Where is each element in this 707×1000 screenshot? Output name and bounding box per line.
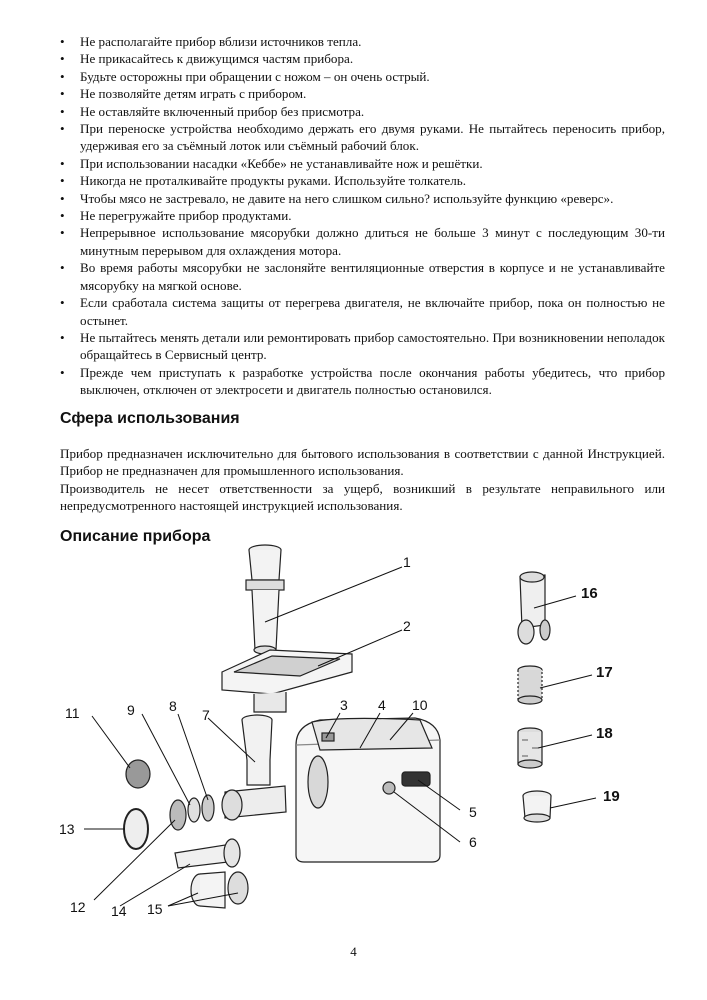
label-18: 18	[596, 725, 613, 742]
label-14: 14	[111, 903, 127, 919]
bullet-item: • Чтобы мясо не застревало, не давите на него слишком сильно? используйте функцию «реверс».	[60, 190, 614, 206]
label-16: 16	[581, 585, 598, 602]
diagram-labels	[0, 540, 707, 930]
page-number: 4	[350, 944, 357, 959]
usage-paragraph-1: Прибор предназначен исключительно для бытового использования в соответствии с данной Инструкцией. Прибор не предназначен для промышленного использования.	[60, 446, 665, 479]
bullet-item: • Если сработала система защиты от перегрева двигателя, не включайте прибор, пока он полностью не остынет.	[60, 295, 665, 328]
bullet-item: • Не позволяйте детям играть с прибором.	[60, 86, 307, 102]
label-8: 8	[169, 698, 177, 714]
bullet-item: • Во время работы мясорубки не заслоняйте вентиляционные отверстия в корпусе и не устанавливайте мясорубку на мягкой основе.	[60, 260, 665, 293]
bullet-item: • Будьте осторожны при обращении с ножом – он очень острый.	[60, 68, 430, 84]
label-9: 9	[127, 702, 135, 718]
bullet-item: • Прежде чем приступать к разработке устройства после окончания работы убедитесь, что прибор выключен, отключен от электросети и двигатель полностью остановился.	[60, 364, 665, 398]
label-2: 2	[403, 618, 411, 634]
label-1: 1	[403, 554, 411, 570]
label-19: 19	[603, 788, 620, 805]
bullet-item: • Не располагайте прибор вблизи источников тепла.	[60, 34, 362, 49]
label-12: 12	[70, 899, 86, 915]
label-13: 13	[59, 821, 75, 837]
bullet-item: • Не оставляйте включенный прибор без присмотра.	[60, 103, 365, 119]
bullet-item: • Не перегружайте прибор продуктами.	[60, 208, 292, 224]
label-17: 17	[596, 664, 613, 681]
bullet-item: • Не пытайтесь менять детали или ремонтировать прибор самостоятельно. При возникновении неполадок обращайтесь в Сервисный центр.	[60, 329, 665, 363]
usage-paragraph-2: Производитель не несет ответственности за ущерб, возникший в результате неправильного или непредусмотренного настоящей инструкцией использования.	[60, 481, 665, 514]
label-5: 5	[469, 804, 477, 820]
label-11: 11	[65, 705, 80, 721]
bullet-item: • При использовании насадки «Кеббе» не устанавливайте нож и решётки.	[60, 155, 483, 171]
section-title-usage: Сфера использования	[60, 410, 240, 427]
section-title-description: Описание прибора	[60, 528, 211, 545]
bullet-item: • Никогда не проталкивайте продукты руками. Используйте толкатель.	[60, 173, 467, 189]
safety-bullet-list	[60, 33, 665, 399]
bullet-item: • При переноске устройства необходимо держать его двумя руками. Не пытайтесь переносить прибор, удерживая его за съёмный лоток или съёмный рабочий блок.	[60, 121, 665, 154]
label-6: 6	[469, 834, 477, 850]
label-3: 3	[340, 697, 348, 713]
label-15: 15	[147, 901, 163, 917]
label-7: 7	[202, 707, 210, 723]
bullet-item: • Не прикасайтесь к движущимся частям прибора.	[60, 51, 354, 67]
label-4: 4	[378, 697, 386, 713]
label-10: 10	[412, 697, 428, 713]
bullet-item: • Непрерывное использование мясорубки должно длиться не больше 3 минут с последующим 30-ти минутным перерывом для охлаждения мотора.	[60, 225, 665, 258]
